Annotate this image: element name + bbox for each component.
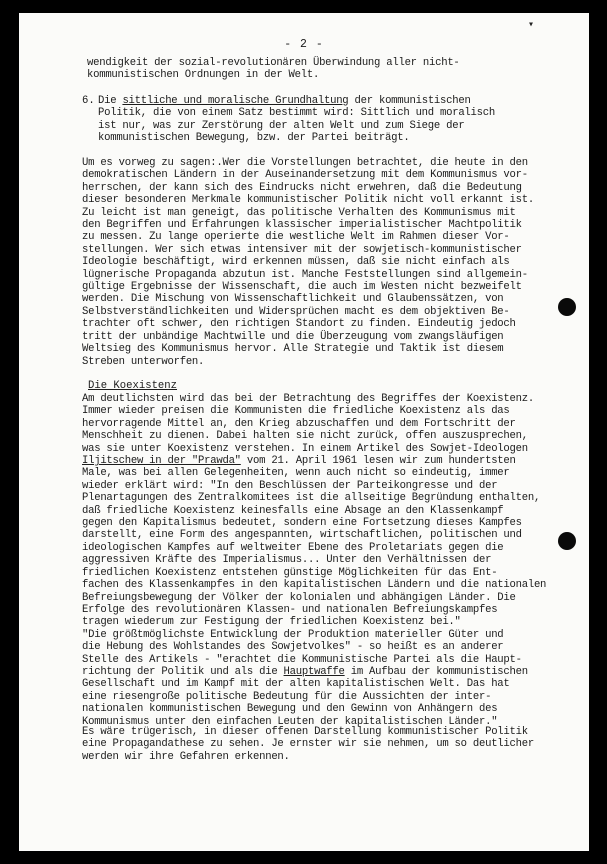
- text-line: [98, 95, 495, 107]
- text-line: fachen des Klassenkampfes in den kapitalistischen Ländern und die nationalen: [82, 579, 547, 592]
- continuation-paragraph: [87, 57, 460, 82]
- point-6-body: [98, 95, 495, 145]
- text-line: werden wir ihre Gefahren erkennen.: [82, 750, 290, 763]
- text-run: richtung der Politik und als die: [82, 665, 284, 678]
- text-line: trachter oft schwer, den richtigen Standort zu finden. Eindeutig jedoch: [82, 318, 516, 331]
- document-page: [19, 13, 589, 851]
- text-line: hervorragende Mittel an, den Krieg abzuschaffen und dem Fortschritt der: [82, 417, 516, 430]
- text-line: [82, 455, 546, 467]
- text-line: lügnerische Propaganda abzutun ist. Manche Feststellungen sind allgemein-: [82, 268, 528, 281]
- coexistence-paragraph: [82, 393, 546, 728]
- text-run: vom 21. April 1961 lesen wir zum hundertsten: [240, 455, 516, 468]
- text-line: daß friedliche Koexistenz keinesfalls eine Absage an den Klassenkampf: [82, 504, 504, 517]
- text-line: demokratischen Ländern in der Auseinandersetzung mit dem Kommunismus vor-: [82, 169, 528, 182]
- section-heading: Die Koexistenz: [88, 380, 178, 392]
- text-line: gegen den Kapitalismus bedeutet, sondern eine Fortsetzung dieses Kampfes: [82, 517, 522, 530]
- text-line: Um es vorweg zu sagen:.Wer die Vorstellungen betrachtet, die heute in den: [82, 157, 528, 169]
- text-line: Male, was bei allen Gelegenheiten, wenn auch nicht so eindeutig, immer: [82, 467, 510, 480]
- text-line: zu messen. Zu lange operierte die westliche Welt im Rahmen dieser Vor-: [82, 231, 510, 244]
- text-line: Weltsieg des Kommunismus hervor. Alle Strategie und Taktik ist diesem: [82, 343, 504, 356]
- underlined-phrase: Hauptwaffe: [283, 665, 345, 678]
- text-line: "Die größtmöglichste Entwicklung der Produktion materieller Güter und: [82, 628, 504, 641]
- text-line: Streben unterworfen.: [82, 355, 205, 368]
- text-line: nationalen kommunistischen Bewegung und den Gewinn von Anhängern des: [82, 703, 498, 716]
- text-line: Selbstverständlichkeiten und Widersprüchen macht es dem objektiven Be-: [82, 305, 510, 318]
- text-line: den Begriffen und Erfahrungen klassischer imperialistischer Machtpolitik: [82, 219, 522, 232]
- text-line: gültige Ergebnisse der Wissenschaft, die auch im Westen nicht bezweifelt: [82, 281, 522, 294]
- text-line: kommunistischen Ordnungen in der Welt.: [87, 69, 320, 82]
- text-line: herrschen, der kann sich des Eindrucks nicht erwehren, daß die Bedeutung: [82, 181, 522, 194]
- text-line: Immer wieder preisen die Kommunisten die friedliche Koexistenz als das: [82, 405, 510, 418]
- text-line: Menschheit zu dienen. Dabei halten sie nicht zurück, offen auszusprechen,: [82, 430, 528, 443]
- text-line: Gesellschaft und im Kampf mit der alten kapitalistischen Welt. Das hat: [82, 678, 510, 691]
- text-line: dieser besonderen Merkmale kommunistischer Politik nicht voll erkannt ist.: [82, 194, 534, 207]
- text-line: Politik, die von einem Satz bestimmt wird: Sittlich und moralisch: [98, 107, 495, 120]
- text-line: ist nur, was zur Zerstörung der alten Welt und zum Siege der: [98, 119, 465, 132]
- text-line: [82, 666, 546, 678]
- text-line: Kommunismus unter den einfachen Leuten der kapitalistischen Länder.": [82, 715, 498, 728]
- text-line: eine Propagandathese zu sehen. Je ernster wir sie nehmen, um so deutlicher: [82, 738, 534, 751]
- text-line: Ideologie beschäftigt, wird erkennen müssen, daß sie nicht einfach als: [82, 256, 510, 269]
- text-line: Es wäre trügerisch, in dieser offenen Darstellung kommunistischer Politik: [82, 726, 528, 738]
- main-paragraph: [82, 157, 534, 368]
- final-paragraph: [82, 726, 534, 763]
- text-run: der kommunistischen: [348, 95, 471, 107]
- text-line: aggressiven Kräfte des Imperialismus... Unter den Verhältnissen der: [82, 554, 492, 567]
- text-run: im Aufbau der kommunistischen: [344, 665, 528, 678]
- text-line: wendigkeit der sozial-revolutionären Überwindung aller nicht-: [87, 57, 460, 69]
- text-line: darstellt, eine Form des angespannten, wirtschaftlichen, politischen und: [82, 529, 522, 542]
- text-line: eine riesengroße politische Bedeutung für die Aussichten der inter-: [82, 690, 492, 703]
- corner-mark: ▾: [528, 20, 535, 31]
- text-line: wieder erklärt wird: "In den Beschlüssen der Parteikongresse und der: [82, 479, 498, 492]
- text-line: die Hebung des Wohlstandes des Sowjetvolkes" - so heißt es an anderer: [82, 641, 504, 654]
- text-line: kommunistischen Bewegung, bzw. der Partei beiträgt.: [98, 132, 410, 145]
- underlined-phrase: sittliche und moralische Grundhaltung: [122, 95, 349, 107]
- text-line: ideologischen Kampfes auf weltweiter Ebene des Proletariats gegen die: [82, 541, 504, 554]
- text-line: Plenartagungen des Zentralkomitees ist die allseitige Begründung enthalten,: [82, 492, 541, 505]
- text-line: was sie unter Koexistenz verstehen. In einem Artikel des Sowjet-Ideologen: [82, 442, 528, 455]
- text-line: werden. Die Mischung von Wissenschaftlichkeit und Glaubenssätzen, von: [82, 293, 504, 306]
- text-line: tritt der unbändige Machtwille und die Überzeugung vom zwangsläufigen: [82, 330, 504, 343]
- point-number: 6.: [82, 95, 95, 107]
- text-line: stellungen. Wer sich etwas intensiver mit der sowjetisch-kommunistischer: [82, 243, 522, 256]
- text-line: Stelle des Artikels - "erachtet die Kommunistische Partei als die Haupt-: [82, 653, 522, 666]
- text-line: tragen wiederum zur Festigung der friedlichen Koexistenz bei.": [82, 616, 461, 629]
- underlined-phrase: Iljitschew in der "Prawda": [82, 455, 241, 468]
- page-number: - 2 -: [284, 38, 324, 51]
- text-line: Zu leicht ist man geneigt, das politische Verhalten des Kommunismus mit: [82, 206, 516, 219]
- punch-hole: [558, 532, 576, 550]
- punch-hole: [558, 298, 576, 316]
- text-line: friedlichen Koexistenz entstehen günstige Möglichkeiten für das Ent-: [82, 566, 498, 579]
- text-line: Am deutlichsten wird das bei der Betrachtung des Begriffes der Koexistenz.: [82, 393, 534, 405]
- text-run: Die: [98, 95, 123, 107]
- text-line: Erfolge des revolutionären Klassen- und nationalen Befreiungskampfes: [82, 603, 498, 616]
- text-line: Befreiungsbewegung der Völker der kolonialen und abhängigen Länder. Die: [82, 591, 516, 604]
